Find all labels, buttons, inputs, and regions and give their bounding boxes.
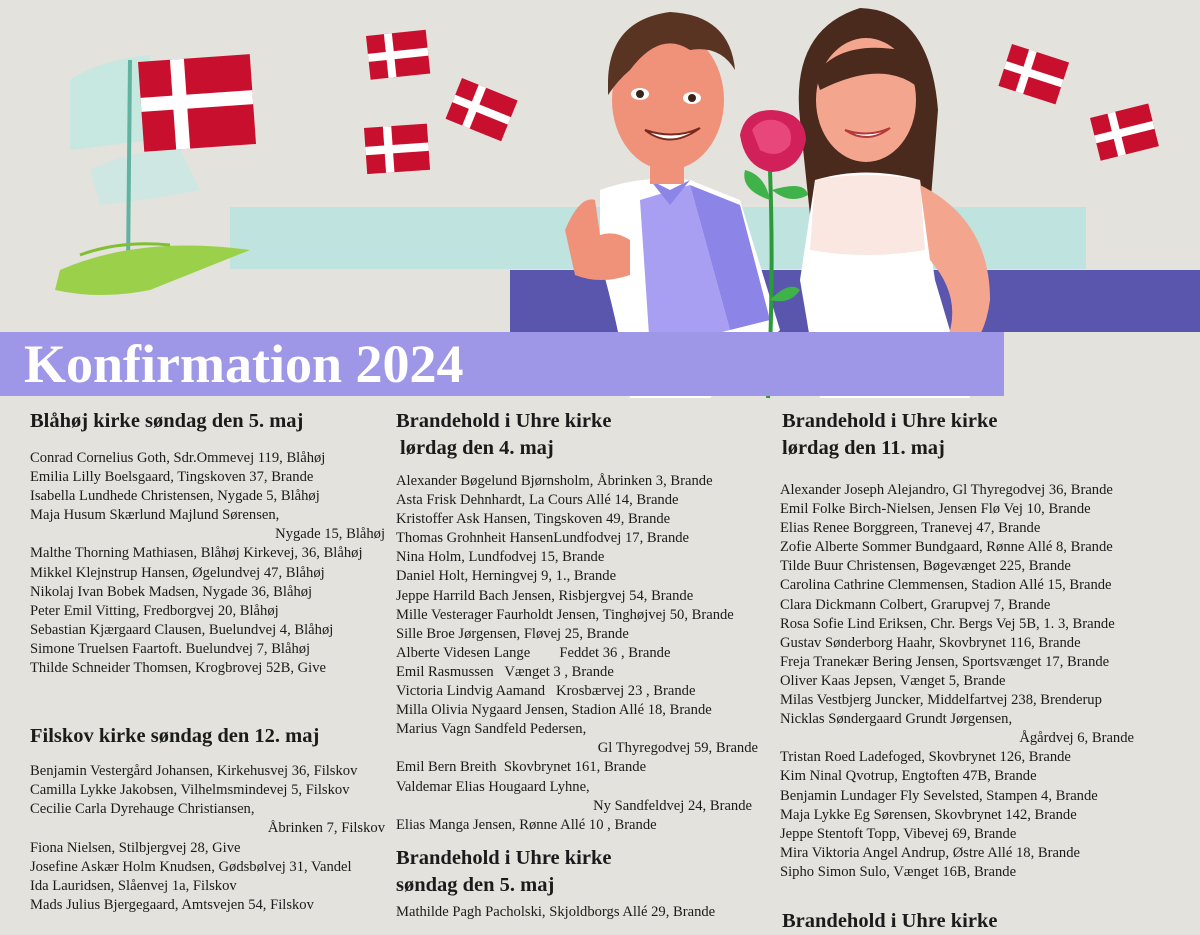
list-item: Isabella Lundhede Christensen, Nygade 5, Blåhøj [30, 488, 320, 505]
section-heading: Blåhøj kirke søndag den 5. maj [30, 410, 304, 432]
list-item: Nicklas Søndergaard Grundt Jørgensen, [780, 711, 1013, 728]
list-item: Milla Olivia Nygaard Jensen, Stadion Allé 18, Brande [396, 702, 712, 719]
list-item: Peter Emil Vitting, Fredborgvej 20, Blåhøj [30, 602, 279, 619]
list-item: Carolina Cathrine Clemmensen, Stadion Allé 15, Brande [780, 577, 1112, 594]
list-item: Fiona Nielsen, Stilbjergvej 28, Give [30, 839, 241, 856]
list-item: Elias Renee Borggreen, Tranevej 47, Brande [780, 520, 1041, 537]
list-item: Elias Manga Jensen, Rønne Allé 10 , Brande [396, 816, 657, 833]
section-subheading: lørdag den 4. maj [400, 437, 554, 459]
list-item: Freja Tranekær Bering Jensen, Sportsvænget 17, Brande [780, 653, 1110, 670]
list-item: Mikkel Klejnstrup Hansen, Øgelundvej 47, Blåhøj [30, 564, 325, 581]
page-title: Konfirmation 2024 [24, 334, 464, 394]
list-item: Nygade 15, Blåhøj [275, 526, 385, 543]
list-item: Nina Holm, Lundfodvej 15, Brande [396, 549, 605, 566]
list-item: Ågårdvej 6, Brande [1019, 730, 1134, 747]
column-uhre-11-maj [780, 404, 1150, 935]
danish-flag-icon [1090, 103, 1159, 160]
list-item: Sille Broe Jørgensen, Fløvej 25, Brande [396, 625, 629, 642]
list-item: Jeppe Stentoft Topp, Vibevej 69, Brande [780, 825, 1017, 842]
list-item: Alexander Joseph Alejandro, Gl Thyregodvej 36, Brande [780, 482, 1113, 498]
danish-flag-icon [998, 44, 1069, 104]
list-item: Alberte Videsen Lange Feddet 36 , Brande [396, 644, 671, 661]
confirmand-list [30, 449, 385, 678]
list-item: Camilla Lykke Jakobsen, Vilhelmsmindevej 5, Filskov [30, 782, 350, 799]
list-item: Benjamin Vestergård Johansen, Kirkehusvej 36, Filskov [30, 763, 358, 780]
list-item: Emil Bern Breith Skovbrynet 161, Brande [396, 759, 647, 776]
danish-flag-icon [366, 30, 430, 80]
list-item: Victoria Lindvig Aamand Krosbærvej 23 , Brande [396, 683, 696, 700]
section-heading: Brandehold i Uhre kirke [396, 410, 612, 432]
list-item: Josefine Askær Holm Knudsen, Gødsbølvej 31, Vandel [30, 858, 352, 875]
confirmand-list [396, 903, 764, 922]
list-item: Conrad Cornelius Goth, Sdr.Ommevej 119, Blåhøj [30, 450, 326, 466]
section-heading: Brandehold i Uhre kirke [782, 909, 998, 932]
list-item: Sebastian Kjærgaard Clausen, Buelundvej 4, Blåhøj [30, 621, 334, 638]
list-item: Sipho Simon Sulo, Vænget 16B, Brande [780, 863, 1017, 880]
list-item: Tristan Roed Ladefoged, Skovbrynet 126, Brande [780, 749, 1071, 766]
list-item: Mathilde Pagh Pacholski, Skjoldborgs Allé 29, Brande [396, 903, 716, 920]
confirmand-list [780, 481, 1150, 882]
list-item: Åbrinken 7, Filskov [267, 820, 385, 837]
list-item: Kim Ninal Qvotrup, Engtoften 47B, Brande [780, 768, 1037, 785]
list-item: Alexander Bøgelund Bjørnsholm, Åbrinken 3, Brande [396, 473, 713, 489]
section-subheading: lørdag den 11. maj [782, 437, 945, 459]
list-item: Emil Rasmussen Vænget 3 , Brande [396, 663, 614, 680]
list-item: Maja Husum Skærlund Majlund Sørensen, [30, 507, 280, 524]
danish-flag-icon [446, 78, 518, 141]
list-item: Thomas Grohnheit HansenLundfodvej 17, Brande [396, 530, 690, 547]
list-item: Emilia Lilly Boelsgaard, Tingskoven 37, Brande [30, 469, 314, 486]
column-blaahoj-filskov [30, 404, 385, 915]
list-item: Benjamin Lundager Fly Sevelsted, Stampen 4, Brande [780, 787, 1098, 804]
section-heading: Brandehold i Uhre kirke [782, 410, 998, 432]
list-item: Malthe Thorning Mathiasen, Blåhøj Kirkevej, 36, Blåhøj [30, 545, 363, 562]
list-item: Tilde Buur Christensen, Bøgevænget 225, Brande [780, 558, 1071, 575]
list-item: Mads Julius Bjergegaard, Amtsvejen 54, Filskov [30, 896, 314, 913]
list-item: Simone Truelsen Faartoft. Buelundvej 7, Blåhøj [30, 640, 311, 657]
list-item: Kristoffer Ask Hansen, Tingskoven 49, Brande [396, 511, 671, 528]
list-item: Ny Sandfeldvej 24, Brande [593, 797, 752, 814]
section-subheading: søndag den 5. maj [396, 873, 555, 896]
list-item: Ida Lauridsen, Slåenvej 1a, Filskov [30, 877, 237, 894]
list-item: Mira Viktoria Angel Andrup, Østre Allé 18, Brande [780, 844, 1081, 861]
confirmand-list [30, 762, 385, 915]
list-item: Cecilie Carla Dyrehauge Christiansen, [30, 801, 255, 818]
list-item: Asta Frisk Dehnhardt, La Cours Allé 14, Brande [396, 492, 679, 509]
list-item: Zofie Alberte Sommer Bundgaard, Rønne Allé 8, Brande [780, 539, 1113, 556]
list-item: Oliver Kaas Jepsen, Vænget 5, Brande [780, 672, 1006, 689]
list-item: Gustav Sønderborg Haahr, Skovbrynet 116, Brande [780, 634, 1081, 651]
list-item: Jeppe Harrild Bach Jensen, Risbjergvej 54, Brande [396, 587, 694, 604]
list-item: Gl Thyregodvej 59, Brande [597, 740, 758, 757]
list-item: Thilde Schneider Thomsen, Krogbrovej 52B, Give [30, 660, 327, 677]
list-item: Marius Vagn Sandfeld Pedersen, [396, 721, 587, 738]
danish-flag-icon [364, 124, 430, 174]
list-item: Milas Vestbjerg Juncker, Middelfartvej 238, Brenderup [780, 692, 1102, 709]
confirmand-list [396, 472, 764, 835]
section-heading: Filskov kirke søndag den 12. maj [30, 725, 320, 748]
list-item: Mille Vesterager Faurholdt Jensen, Tinghøjvej 50, Brande [396, 606, 734, 623]
list-item: Maja Lykke Eg Sørensen, Skovbrynet 142, Brande [780, 806, 1077, 823]
list-item: Emil Folke Birch-Nielsen, Jensen Flø Vej 10, Brande [780, 501, 1091, 518]
column-uhre-4-5-maj [396, 404, 764, 922]
list-item: Valdemar Elias Hougaard Lyhne, [396, 778, 590, 795]
list-item: Daniel Holt, Herningvej 9, 1., Brande [396, 568, 617, 585]
list-item: Rosa Sofie Lind Eriksen, Chr. Bergs Vej 5B, 1. 3, Brande [780, 615, 1115, 632]
list-item: Nikolaj Ivan Bobek Madsen, Nygade 36, Blåhøj [30, 583, 313, 600]
section-heading: Brandehold i Uhre kirke [396, 846, 612, 869]
danish-flag-icon [55, 54, 256, 295]
list-item: Clara Dickmann Colbert, Grarupvej 7, Brande [780, 596, 1051, 613]
